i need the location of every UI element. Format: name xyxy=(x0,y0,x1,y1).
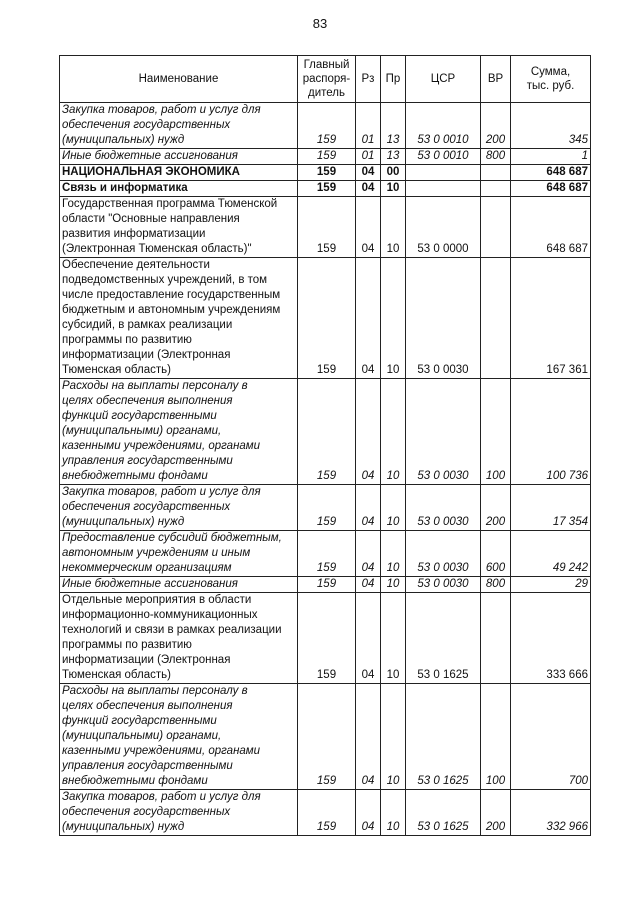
cell-name xyxy=(60,379,298,485)
cell-glav: 159 xyxy=(298,197,356,258)
row-name-text: Предоставление субсидий бюджетным, автономным учреждениям и иным некоммерческим организациям xyxy=(62,532,282,574)
page-number: 83 xyxy=(312,16,328,31)
cell-pr: 00 xyxy=(381,165,406,181)
table-row xyxy=(60,531,591,577)
cell-pr: 10 xyxy=(381,577,406,593)
cell-sum: 333 666 xyxy=(511,593,591,684)
cell-rz: 04 xyxy=(356,165,381,181)
table-row xyxy=(60,593,591,684)
cell-rz: 04 xyxy=(356,531,381,577)
cell-sum: 648 687 xyxy=(511,165,591,181)
cell-csr: 53 0 1625 xyxy=(406,593,481,684)
cell-vr xyxy=(481,593,511,684)
header-glav: Главный распоря- дитель xyxy=(298,56,356,103)
cell-csr: 53 0 0030 xyxy=(406,485,481,531)
cell-vr: 800 xyxy=(481,149,511,165)
row-name-text: НАЦИОНАЛЬНАЯ ЭКОНОМИКА xyxy=(62,166,240,178)
cell-csr: 53 0 0000 xyxy=(406,197,481,258)
cell-sum: 648 687 xyxy=(511,197,591,258)
cell-csr: 53 0 1625 xyxy=(406,790,481,836)
cell-glav: 159 xyxy=(298,684,356,790)
cell-vr: 100 xyxy=(481,379,511,485)
cell-vr xyxy=(481,181,511,197)
table-row xyxy=(60,485,591,531)
cell-name xyxy=(60,790,298,836)
cell-csr: 53 0 0010 xyxy=(406,149,481,165)
cell-glav: 159 xyxy=(298,379,356,485)
row-name-text: Иные бюджетные ассигнования xyxy=(62,578,238,590)
table-body xyxy=(60,103,591,836)
budget-table xyxy=(59,55,591,836)
cell-vr: 800 xyxy=(481,577,511,593)
table-row xyxy=(60,790,591,836)
cell-rz: 01 xyxy=(356,149,381,165)
cell-name xyxy=(60,181,298,197)
cell-pr: 10 xyxy=(381,593,406,684)
cell-sum: 167 361 xyxy=(511,258,591,379)
row-name-text: Расходы на выплаты персоналу в целях обеспечения выполнения функций государственными (муниципальными) органами, казенными учреждениями, органами управления государственными внебюджетными фондами xyxy=(62,380,261,482)
cell-csr: 53 0 0030 xyxy=(406,379,481,485)
cell-sum: 1 xyxy=(511,149,591,165)
cell-csr: 53 0 0010 xyxy=(406,103,481,149)
row-name-text: Связь и информатика xyxy=(62,182,188,194)
cell-rz: 04 xyxy=(356,577,381,593)
header-pr: Пр xyxy=(381,56,406,103)
cell-vr xyxy=(481,258,511,379)
cell-glav: 159 xyxy=(298,790,356,836)
cell-name xyxy=(60,165,298,181)
table-row xyxy=(60,103,591,149)
cell-rz: 04 xyxy=(356,258,381,379)
cell-vr: 200 xyxy=(481,790,511,836)
row-name-text: Закупка товаров, работ и услуг для обеспечения государственных (муниципальных) нужд xyxy=(62,104,261,146)
row-name-text: Государственная программа Тюменской области "Основные направления развития информатизации (Электронная Тюменская область)" xyxy=(62,198,278,255)
row-name-text: Отдельные мероприятия в области информационно-коммуникационных технологий и связи в рамках реализации программы по развитию информатизации (Электронная Тюменская область) xyxy=(62,594,282,681)
cell-glav: 159 xyxy=(298,577,356,593)
cell-csr xyxy=(406,165,481,181)
cell-name xyxy=(60,485,298,531)
cell-sum: 700 xyxy=(511,684,591,790)
header-vr: ВР xyxy=(481,56,511,103)
row-name-text: Закупка товаров, работ и услуг для обеспечения государственных (муниципальных) нужд xyxy=(62,486,261,528)
table-row xyxy=(60,165,591,181)
row-name-text: Расходы на выплаты персоналу в целях обеспечения выполнения функций государственными (муниципальными) органами, казенными учреждениями, органами управления государственными внебюджетными фондами xyxy=(62,685,261,787)
table-row xyxy=(60,379,591,485)
cell-vr xyxy=(481,197,511,258)
cell-sum: 345 xyxy=(511,103,591,149)
cell-sum: 29 xyxy=(511,577,591,593)
cell-glav: 159 xyxy=(298,103,356,149)
cell-name xyxy=(60,149,298,165)
cell-vr: 200 xyxy=(481,103,511,149)
cell-vr: 100 xyxy=(481,684,511,790)
cell-glav: 159 xyxy=(298,593,356,684)
cell-pr: 10 xyxy=(381,181,406,197)
cell-glav: 159 xyxy=(298,181,356,197)
cell-sum: 17 354 xyxy=(511,485,591,531)
cell-sum: 49 242 xyxy=(511,531,591,577)
header-csr: ЦСР xyxy=(406,56,481,103)
cell-vr: 600 xyxy=(481,531,511,577)
cell-name xyxy=(60,258,298,379)
cell-name xyxy=(60,531,298,577)
cell-rz: 04 xyxy=(356,197,381,258)
cell-rz: 04 xyxy=(356,181,381,197)
cell-sum: 648 687 xyxy=(511,181,591,197)
table-row xyxy=(60,577,591,593)
cell-rz: 04 xyxy=(356,790,381,836)
cell-pr: 10 xyxy=(381,790,406,836)
cell-pr: 10 xyxy=(381,379,406,485)
table-row xyxy=(60,181,591,197)
table-header-row xyxy=(60,56,591,103)
cell-name xyxy=(60,593,298,684)
header-rz: Рз xyxy=(356,56,381,103)
cell-csr xyxy=(406,181,481,197)
cell-vr xyxy=(481,165,511,181)
header-name: Наименование xyxy=(60,56,298,103)
cell-rz: 01 xyxy=(356,103,381,149)
table-row xyxy=(60,149,591,165)
cell-pr: 10 xyxy=(381,258,406,379)
row-name-text: Закупка товаров, работ и услуг для обеспечения государственных (муниципальных) нужд xyxy=(62,791,261,833)
cell-name xyxy=(60,684,298,790)
table-row xyxy=(60,684,591,790)
cell-glav: 159 xyxy=(298,258,356,379)
cell-pr: 10 xyxy=(381,684,406,790)
cell-sum: 100 736 xyxy=(511,379,591,485)
cell-csr: 53 0 0030 xyxy=(406,577,481,593)
cell-pr: 10 xyxy=(381,531,406,577)
cell-csr: 53 0 0030 xyxy=(406,258,481,379)
cell-glav: 159 xyxy=(298,485,356,531)
cell-pr: 10 xyxy=(381,485,406,531)
cell-pr: 13 xyxy=(381,103,406,149)
row-name-text: Иные бюджетные ассигнования xyxy=(62,150,238,162)
table-row xyxy=(60,258,591,379)
cell-sum: 332 966 xyxy=(511,790,591,836)
table-row xyxy=(60,197,591,258)
cell-name xyxy=(60,103,298,149)
cell-csr: 53 0 1625 xyxy=(406,684,481,790)
cell-glav: 159 xyxy=(298,531,356,577)
cell-rz: 04 xyxy=(356,485,381,531)
cell-csr: 53 0 0030 xyxy=(406,531,481,577)
cell-name xyxy=(60,197,298,258)
header-sum: Сумма, тыс. руб. xyxy=(511,56,591,103)
cell-glav: 159 xyxy=(298,165,356,181)
cell-name xyxy=(60,577,298,593)
cell-glav: 159 xyxy=(298,149,356,165)
cell-rz: 04 xyxy=(356,593,381,684)
cell-pr: 10 xyxy=(381,197,406,258)
cell-vr: 200 xyxy=(481,485,511,531)
cell-rz: 04 xyxy=(356,684,381,790)
row-name-text: Обеспечение деятельности подведомственных учреждений, в том числе предоставление государственным бюджетным и автономным учреждениям субсидий, в рамках реализации программы по развитию информатизации (Электронная Тюменская область) xyxy=(62,259,281,376)
cell-rz: 04 xyxy=(356,379,381,485)
cell-pr: 13 xyxy=(381,149,406,165)
